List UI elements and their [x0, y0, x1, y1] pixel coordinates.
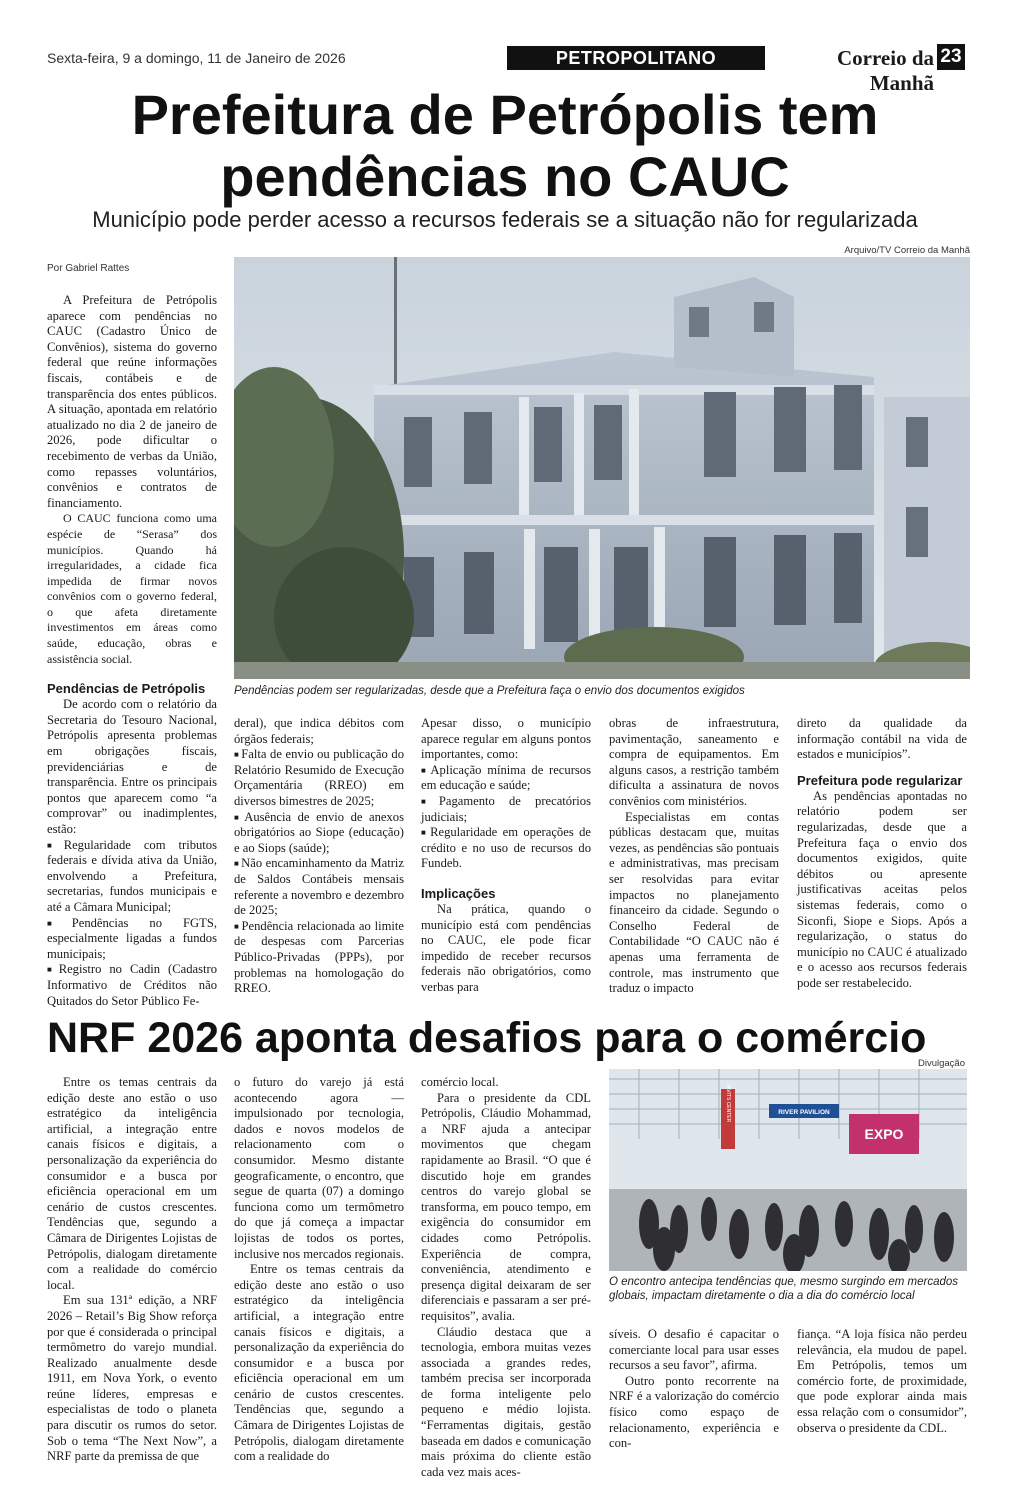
article2-column-3 [421, 1075, 591, 1480]
article1-byline: Por Gabriel Rattes [47, 263, 130, 274]
paragraph: direto da qualidade da informação contábil na vida de estados e municípios”. [797, 716, 967, 762]
bullet-item: ■ Falta de envio ou publicação do Relatório Resumido de Execução Orçamentária (RREO) em diversos bimestres de 2025; [234, 747, 404, 809]
newspaper-masthead: Correio da Manhã [836, 46, 934, 95]
bullet-item: ■ Pendências no FGTS, especialmente ligadas a fundos municipais; [47, 916, 217, 963]
paragraph: fiança. “A loja física não perdeu relevância, ela mudou de papel. Em Petrópolis, temos um comércio forte, de proximidade, que pode explorar ainda mais essa relação com o consumidor”, observa o presidente da CDL. [797, 1327, 967, 1435]
subheading: Implicações [421, 885, 496, 901]
headline-line-1: Prefeitura de Petrópolis tem [131, 83, 879, 146]
article1-column-1 [47, 293, 217, 1009]
paragraph: Outro ponto recorrente na NRF é a valorização do comércio físico como espaço de relacionamento, experiência e con- [609, 1373, 779, 1451]
subheading: Prefeitura pode regularizar [797, 772, 963, 788]
article1-column-4 [609, 716, 779, 997]
paragraph: Para o presidente da CDL Petrópolis, Cláudio Mohammad, a NRF ajuda a antecipar movimentos que chegam rapidamente ao Brasil. “O que é discutido hoje em grandes centros do varejo global se transforma, em pouco tempo, em exigência do consumidor em cidades como Petrópolis. Experiência de compra, conveniência, atendimento e presença digital deixaram de ser diferenciais e passaram a ser pré-requisitos”, avalia. [421, 1090, 591, 1323]
paragraph: O CAUC funciona como uma espécie de “Serasa” dos municípios. Quando há irregularidades, a cidade fica impedida de firmar novos convênios com o governo federal, o que afeta diretamente investimentos em áreas como saúde, educação, obras e assistência social. [47, 511, 217, 666]
paragraph: Na prática, quando o município está com pendências no CAUC, ele pode ficar impedido de receber recursos federais não obrigatórios, como verbas para [421, 901, 591, 994]
page-header [47, 44, 963, 95]
bullet-item: ■ Aplicação mínima de recursos em educação e saúde; [421, 763, 591, 794]
paragraph: Apesar disso, o município aparece regular em alguns pontos importantes, como: [421, 716, 591, 762]
article2-column-5 [797, 1327, 967, 1436]
bullet-item: ■ Regularidade com tributos federais e dívida ativa da União, envolvendo a Prefeitura, secretarias, fundos municipais e até a Câmara Municipal; [47, 838, 217, 916]
paragraph: Cláudio destaca que a tecnologia, embora muitas vezes associada a grandes redes, também precisa ser incorporada de forma inteligente pelo pequeno e médio lojista. “Ferramentas digitais, gestão baseada em dados e comunicação mais próxima do cliente estão cada vez mais aces- [421, 1324, 591, 1479]
paragraph: síveis. O desafio é capacitar o comerciante local para usar esses recursos a seu favor”, afirma. [609, 1327, 779, 1373]
bullet-item: ■ Pendência relacionada ao limite de despesas com Parcerias Público-Privadas (PPPs), por problemas na homologação do RREO. [234, 919, 404, 997]
trade-show-photo [609, 1069, 967, 1271]
javits-banner: JAVITS CENTER [725, 1083, 731, 1123]
paragraph: comércio local. [421, 1075, 499, 1089]
paragraph: Entre os temas centrais da edição deste ano estão o uso estratégico da inteligência artificial, a integração entre canais físicos e digitais, a personalização da experiência do consumidor e a busca por eficiência operacional em um cenário de custos crescentes. Tendências que, segundo a Câmara de Dirigentes Lojistas de Petrópolis, dialogam diretamente com a realidade do comércio local. [47, 1075, 217, 1292]
city-hall-photo [234, 257, 970, 679]
article2-column-1 [47, 1075, 217, 1465]
article1-headline [40, 84, 970, 208]
river-pavilion-sign: RIVER PAVILION [778, 1109, 830, 1116]
paragraph: deral), que indica débitos com órgãos federais; [234, 716, 404, 746]
bullet-item: ■ Regularidade em operações de crédito e no uso de recursos do Fundeb. [421, 825, 591, 872]
photo2-credit: Divulgação [918, 1058, 965, 1069]
paragraph: o futuro do varejo já está acontecendo agora — impulsionado por tecnologia, dados e novos modelos de relacionamento com o consumidor. Mesmo distante geograficamente, o encontro, que segue de quarta (07) a domingo funciona como um termômetro do que já começa a impactar lojistas de todos os portes, inclusive nos mercados regionais. [234, 1075, 404, 1261]
paragraph: Em sua 131ª edição, a NRF 2026 – Retail’s Big Show reforça por que é considerada o principal termômetro do varejo mundial. Realizado anualmente desde 1911, em Nova York, o evento reúne líderes, empresas e especialistas de todo o planeta para discutir os rumos do setor. Sob o tema “The Next Now”, a NRF parte da premissa de que [47, 1293, 217, 1464]
expo-sign: EXPO [864, 1126, 904, 1142]
bullet-item: ■ Ausência de envio de anexos obrigatórios ao Siope (educação) e ao Siops (saúde); [234, 810, 404, 857]
article2-headline: NRF 2026 aponta desafios para o comércio [47, 1014, 927, 1062]
headline-line-2: pendências no CAUC [220, 145, 790, 208]
issue-date: Sexta-feira, 9 a domingo, 11 de Janeiro de 2026 [47, 50, 346, 66]
subheading: Pendências de Petrópolis [47, 681, 206, 697]
paragraph: De acordo com o relatório da Secretaria do Tesouro Nacional, Petrópolis apresenta problemas em obrigações fiscais, previdenciárias e de transparência. Entre os principais pontos que aparecem como “a comprovar” ou inadimplentes, estão: [47, 697, 217, 836]
paragraph: As pendências apontadas no relatório podem ser regularizadas, desde que a Prefeitura faça o envio dos documentos exigidos, quite débitos ou apresente justificativas aceitas pelos sistemas federais, como o Siconfi, Siope e Siops. Após a regularização, o status do município no CAUC é atualizado e o acesso aos recursos federais pode ser restabelecido. [797, 788, 967, 990]
photo1-caption: Pendências podem ser regularizadas, desde que a Prefeitura faça o envio dos documentos exigidos [234, 685, 745, 697]
article2-column-4 [609, 1327, 779, 1452]
paragraph: Entre os temas centrais da edição deste ano estão o uso estratégico da inteligência artificial, a integração entre canais físicos e digitais, a personalização da experiência do consumidor e a busca por eficiência operacional em um cenário de custos crescentes. Tendências que, segundo a Câmara de Dirigentes Lojistas de Petrópolis, dialogam diretamente com a realidade do [234, 1262, 404, 1464]
article1-subheadline: Município pode perder acesso a recursos federais se a situação não for regularizada [92, 207, 918, 232]
article2-column-2 [234, 1075, 404, 1465]
paragraph: Especialistas em contas públicas destacam que, muitas vezes, as pendências são pontuais e administrativas, mas precisam ser resolvidas para evitar impactos no planejamento financeiro da cidade. Segundo o Conselho Federal de Contabilidade “O CAUC não é apenas uma ferramenta de controle, mas instrumento que traduz o impacto [609, 809, 779, 996]
building-illustration [234, 257, 970, 679]
photo2-caption: O encontro antecipa tendências que, mesmo surgindo em mercados globais, impactam diretamente o dia a dia do comércio local [609, 1276, 959, 1302]
page-number: 23 [937, 44, 965, 70]
paragraph: A Prefeitura de Petrópolis aparece com pendências no CAUC (Cadastro Único de Convênios), sistema do governo federal que reúne informações fiscais, contábeis e de transparência dos entes públicos. A situação, apontada em relatório atualizado no dia 2 de janeiro de 2026, pode dificultar o recebimento de verbas da União, como repasses voluntários, convênios e contratos de financiamento. [47, 293, 217, 510]
article1-column-2 [234, 716, 404, 997]
article1-column-5 [797, 716, 967, 992]
photo1-credit: Arquivo/TV Correio da Manhã [844, 245, 970, 256]
article1-column-3 [421, 716, 591, 996]
bullet-item: ■ Pagamento de precatórios judiciais; [421, 794, 591, 825]
bullet-item: ■ Não encaminhamento da Matriz de Saldos Contábeis mensais referente a novembro e dezembro de 2025; [234, 856, 404, 918]
paragraph: obras de infraestrutura, pavimentação, saneamento e compra de equipamentos. Em alguns casos, a restrição também dificulta a assinatura de novos convênios com ministérios. [609, 716, 779, 808]
bullet-item: ■ Registro no Cadin (Cadastro Informativo de Créditos não Quitados do Setor Público Fe- [47, 962, 217, 1009]
section-label: PETROPOLITANO [507, 46, 765, 70]
exhibition-hall-illustration [609, 1069, 967, 1271]
